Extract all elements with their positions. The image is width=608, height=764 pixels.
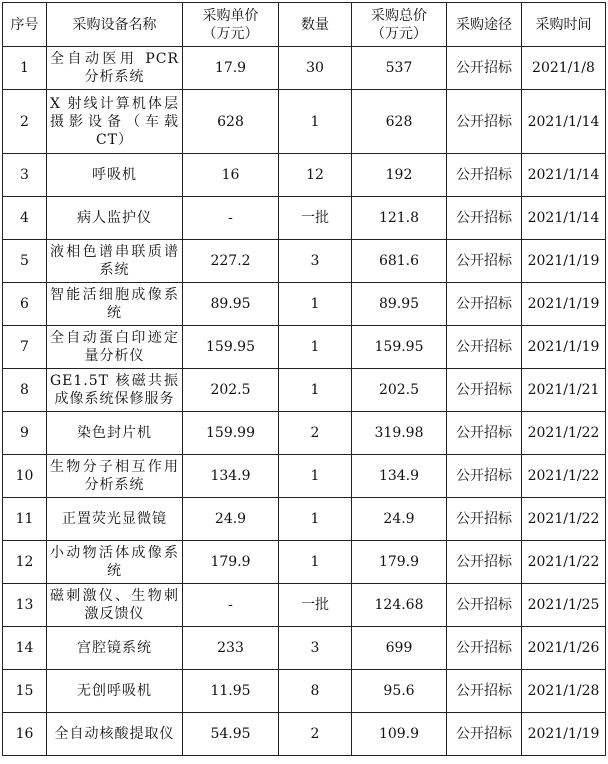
cell-total: 121.8 <box>352 197 447 240</box>
cell-method: 公开招标 <box>447 240 522 283</box>
cell-date: 2021/1/19 <box>522 713 606 756</box>
cell-unit-price: 134.9 <box>183 455 279 498</box>
cell-name: 正置荧光显微镜 <box>47 498 183 541</box>
cell-date: 2021/1/8 <box>522 47 606 90</box>
cell-date: 2021/1/22 <box>522 412 606 455</box>
cell-total: 202.5 <box>352 369 447 412</box>
cell-date: 2021/1/22 <box>522 455 606 498</box>
cell-method: 公开招标 <box>447 498 522 541</box>
cell-method: 公开招标 <box>447 627 522 670</box>
cell-qty: 1 <box>279 283 352 326</box>
cell-qty: 12 <box>279 154 352 197</box>
cell-unit-price: 159.99 <box>183 412 279 455</box>
cell-name: 全自动医用 PCR 分析系统 <box>47 47 183 90</box>
header-cell-date: 采购时间 <box>522 3 606 47</box>
cell-qty: 2 <box>279 713 352 756</box>
cell-unit-price: - <box>183 584 279 627</box>
cell-method: 公开招标 <box>447 90 522 154</box>
cell-qty: 1 <box>279 541 352 584</box>
table-row <box>3 412 606 455</box>
header-row <box>3 3 606 47</box>
cell-no: 5 <box>3 240 47 283</box>
cell-total: 95.6 <box>352 670 447 713</box>
cell-method: 公开招标 <box>447 326 522 369</box>
table-row <box>3 283 606 326</box>
cell-no: 10 <box>3 455 47 498</box>
procurement-table <box>2 2 606 756</box>
cell-total: 681.6 <box>352 240 447 283</box>
cell-qty: 一批 <box>279 584 352 627</box>
cell-name: 无创呼吸机 <box>47 670 183 713</box>
cell-method: 公开招标 <box>447 197 522 240</box>
cell-unit-price: 233 <box>183 627 279 670</box>
header-cell-total: 采购总价（万元） <box>352 3 447 47</box>
cell-name: 全自动核酸提取仪 <box>47 713 183 756</box>
cell-date: 2021/1/14 <box>522 90 606 154</box>
cell-total: 628 <box>352 90 447 154</box>
header-cell-unit-price: 采购单价（万元） <box>183 3 279 47</box>
cell-no: 2 <box>3 90 47 154</box>
cell-total: 89.95 <box>352 283 447 326</box>
table-row <box>3 670 606 713</box>
cell-unit-price: 628 <box>183 90 279 154</box>
cell-name: 生物分子相互作用分析系统 <box>47 455 183 498</box>
table-row <box>3 90 606 154</box>
cell-total: 192 <box>352 154 447 197</box>
header-cell-qty: 数量 <box>279 3 352 47</box>
cell-no: 9 <box>3 412 47 455</box>
cell-unit-price: 24.9 <box>183 498 279 541</box>
cell-unit-price: 179.9 <box>183 541 279 584</box>
table-row <box>3 455 606 498</box>
cell-method: 公开招标 <box>447 412 522 455</box>
cell-name: 宫腔镜系统 <box>47 627 183 670</box>
table-row <box>3 627 606 670</box>
cell-method: 公开招标 <box>447 283 522 326</box>
cell-total: 109.9 <box>352 713 447 756</box>
cell-unit-price: 159.95 <box>183 326 279 369</box>
cell-name: 智能活细胞成像系统 <box>47 283 183 326</box>
cell-name: X 射线计算机体层摄影设备（车载CT） <box>47 90 183 154</box>
table-row <box>3 498 606 541</box>
cell-date: 2021/1/22 <box>522 498 606 541</box>
table-row <box>3 369 606 412</box>
table-row <box>3 240 606 283</box>
cell-no: 12 <box>3 541 47 584</box>
cell-total: 179.9 <box>352 541 447 584</box>
cell-name: 全自动蛋白印迹定量分析仪 <box>47 326 183 369</box>
cell-total: 159.95 <box>352 326 447 369</box>
cell-unit-price: 16 <box>183 154 279 197</box>
cell-date: 2021/1/14 <box>522 154 606 197</box>
cell-unit-price: 202.5 <box>183 369 279 412</box>
cell-name: 小动物活体成像系统 <box>47 541 183 584</box>
cell-date: 2021/1/22 <box>522 541 606 584</box>
cell-unit-price: 54.95 <box>183 713 279 756</box>
cell-method: 公开招标 <box>447 455 522 498</box>
cell-name: 染色封片机 <box>47 412 183 455</box>
cell-total: 699 <box>352 627 447 670</box>
table-row <box>3 326 606 369</box>
cell-name: 呼吸机 <box>47 154 183 197</box>
table-row <box>3 584 606 627</box>
cell-qty: 一批 <box>279 197 352 240</box>
cell-unit-price: - <box>183 197 279 240</box>
cell-unit-price: 89.95 <box>183 283 279 326</box>
cell-qty: 3 <box>279 240 352 283</box>
cell-qty: 2 <box>279 412 352 455</box>
cell-method: 公开招标 <box>447 369 522 412</box>
cell-method: 公开招标 <box>447 47 522 90</box>
cell-no: 8 <box>3 369 47 412</box>
cell-qty: 1 <box>279 369 352 412</box>
cell-date: 2021/1/19 <box>522 240 606 283</box>
table-row <box>3 197 606 240</box>
cell-total: 537 <box>352 47 447 90</box>
cell-qty: 30 <box>279 47 352 90</box>
cell-name: GE1.5T 核磁共振成像系统保修服务 <box>47 369 183 412</box>
table-row <box>3 47 606 90</box>
cell-unit-price: 227.2 <box>183 240 279 283</box>
table-body <box>3 47 606 756</box>
cell-date: 2021/1/28 <box>522 670 606 713</box>
cell-name: 液相色谱串联质谱系统 <box>47 240 183 283</box>
cell-method: 公开招标 <box>447 584 522 627</box>
table-row <box>3 713 606 756</box>
cell-name: 磁刺激仪、生物刺激反馈仪 <box>47 584 183 627</box>
cell-date: 2021/1/19 <box>522 283 606 326</box>
header-cell-name: 采购设备名称 <box>47 3 183 47</box>
cell-method: 公开招标 <box>447 670 522 713</box>
cell-date: 2021/1/19 <box>522 326 606 369</box>
cell-date: 2021/1/25 <box>522 584 606 627</box>
cell-no: 15 <box>3 670 47 713</box>
cell-date: 2021/1/14 <box>522 197 606 240</box>
cell-no: 6 <box>3 283 47 326</box>
cell-no: 1 <box>3 47 47 90</box>
table-row <box>3 154 606 197</box>
cell-no: 11 <box>3 498 47 541</box>
cell-qty: 1 <box>279 498 352 541</box>
cell-no: 13 <box>3 584 47 627</box>
cell-no: 3 <box>3 154 47 197</box>
cell-no: 16 <box>3 713 47 756</box>
cell-name: 病人监护仪 <box>47 197 183 240</box>
cell-date: 2021/1/26 <box>522 627 606 670</box>
cell-unit-price: 17.9 <box>183 47 279 90</box>
cell-no: 14 <box>3 627 47 670</box>
cell-total: 24.9 <box>352 498 447 541</box>
cell-total: 124.68 <box>352 584 447 627</box>
cell-qty: 3 <box>279 627 352 670</box>
cell-date: 2021/1/21 <box>522 369 606 412</box>
cell-no: 7 <box>3 326 47 369</box>
cell-method: 公开招标 <box>447 154 522 197</box>
table-row <box>3 541 606 584</box>
cell-method: 公开招标 <box>447 713 522 756</box>
cell-no: 4 <box>3 197 47 240</box>
cell-method: 公开招标 <box>447 541 522 584</box>
cell-qty: 1 <box>279 455 352 498</box>
cell-qty: 1 <box>279 326 352 369</box>
cell-qty: 8 <box>279 670 352 713</box>
header-cell-method: 采购途径 <box>447 3 522 47</box>
cell-total: 319.98 <box>352 412 447 455</box>
header-cell-no: 序号 <box>3 3 47 47</box>
cell-qty: 1 <box>279 90 352 154</box>
cell-unit-price: 11.95 <box>183 670 279 713</box>
cell-total: 134.9 <box>352 455 447 498</box>
